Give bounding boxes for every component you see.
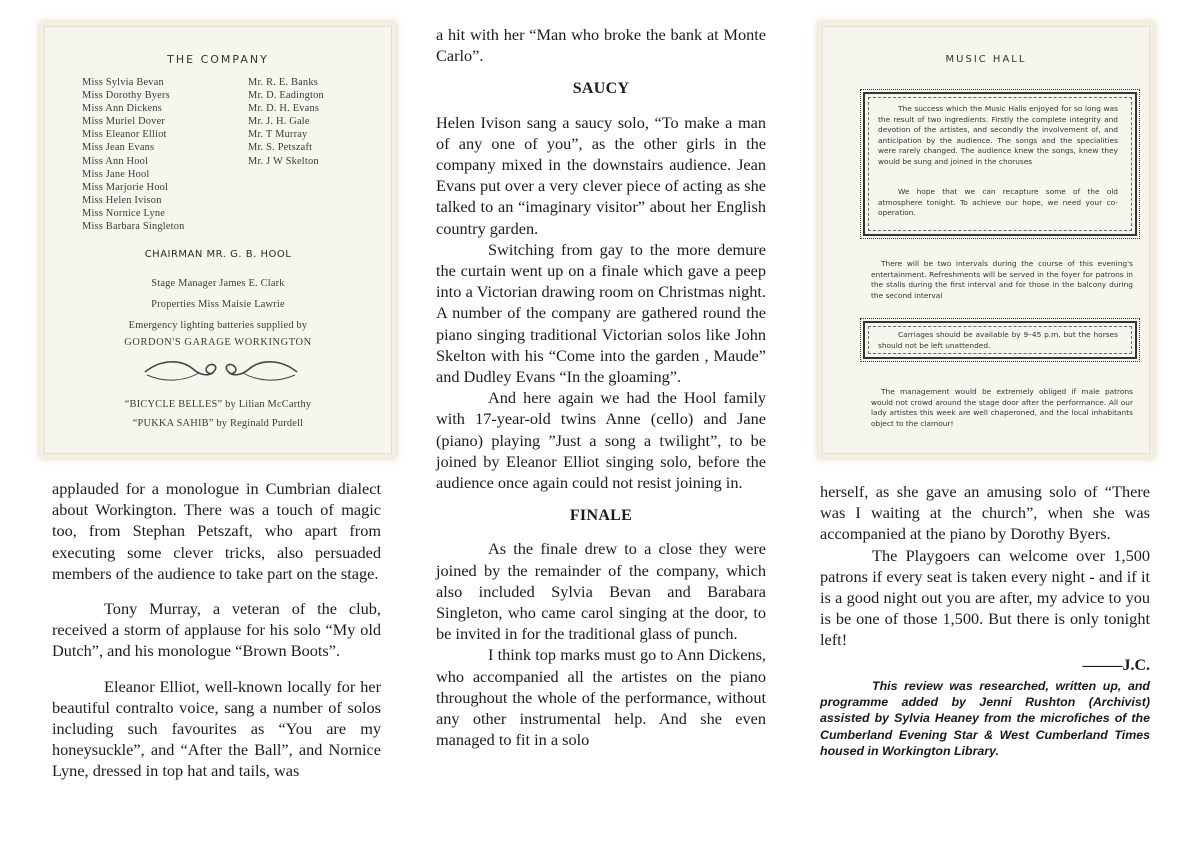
cast-member: Mr. T Murray xyxy=(248,129,308,141)
paragraph: Eleanor Elliot, well-known locally for her beautiful contralto voice, sang a number of solos including such favourites as “You are my honeysuckle”, and “After the Ball”, and Nornice Lyne, dressed in top hat and tails, was xyxy=(52,676,381,781)
cast-member: Miss Nornice Lyne xyxy=(82,207,166,219)
subheading-finale: FINALE xyxy=(569,507,633,525)
paragraph: herself, as she gave an amusing solo of “There was I waiting at the church”, when she was accompanied at the piano by Dorothy Byers. xyxy=(820,482,1150,544)
paragraph: Tony Murray, a veteran of the club, received a storm of applause for his solo “My old Dutch”, and his monologue “Brown Boots”. xyxy=(52,599,381,661)
cast-member: Miss Dorothy Byers xyxy=(82,90,170,102)
intro-paragraph-1: The success which the Music Halls enjoyed for so long was the result of two ingredients. Firstly the complete integrity and devotion of the artistes, and secondly the involvement of, and anticipation by the audience. The songs and the specialities were rarely changed. The audience knew the songs, knew they would be sung and joined in the choruses xyxy=(878,104,1118,166)
cast-member: Miss Helen Ivison xyxy=(82,194,162,206)
cast-member: Miss Jean Evans xyxy=(82,142,155,154)
company-heading: THE COMPANY xyxy=(167,53,269,66)
play-two-line: “PUKKA SAHIB” by Reginald Purdell xyxy=(132,418,304,429)
article-column-3 xyxy=(820,481,1150,676)
intervals-notice: There will be two intervals during the course of this evening's entertainment. Refreshments will be served in the foyer for patrons in the stalls during the first interval and for those in the balcony during the second interval xyxy=(871,259,1133,300)
paragraph: a hit with her “Man who broke the bank at Monte Carlo”. xyxy=(436,25,766,66)
cast-member: Mr. S. Petszaft xyxy=(248,142,313,154)
intro-paragraph-2: We hope that we can recapture some of the old atmosphere tonight. To achieve our hope, we need your co-operation. xyxy=(878,187,1118,218)
cast-member: Mr. D. H. Evans xyxy=(248,103,320,115)
cast-member: Mr. J. H. Gale xyxy=(248,116,310,128)
music-hall-programme-image xyxy=(822,26,1150,454)
properties-line: Properties Miss Maisie Lawrie xyxy=(151,299,285,310)
article-column-2 xyxy=(436,24,766,751)
cast-member: Miss Sylvia Bevan xyxy=(82,77,164,88)
ornament-flourish-icon xyxy=(141,357,301,387)
management-notice: The management would be extremely obliged if male patrons would not crowd around the stage door after the performance. All our lady artistes this week are well chaperoned, and the local inhabitants object to the clamour! xyxy=(871,387,1133,428)
ladies-cast-list xyxy=(82,76,185,233)
credit-note xyxy=(820,678,1150,759)
credit-text: This review was researched, written up, and programme added by Jenni Rushton (Archivist) assisted by Sylvia Heaney from the microfiches of the Cumberland Evening Star & West Cumberland Times housed in Workington Library. xyxy=(820,679,1150,758)
subheading-saucy: SAUCY xyxy=(572,80,630,98)
chairman-line: CHAIRMAN MR. G. B. HOOL xyxy=(144,249,292,260)
carriages-notice: Carriages should be available by 9–45 p.m. but the horses should not be left unattended. xyxy=(878,330,1118,350)
article-column-1 xyxy=(52,478,381,782)
cast-member: Miss Muriel Dover xyxy=(82,116,166,128)
gentlemen-cast-list xyxy=(248,76,324,168)
cast-member: Miss Marjorie Hool xyxy=(82,181,169,193)
cast-member: Mr. D. Eadington xyxy=(248,90,324,102)
cast-member: Miss Ann Hool xyxy=(82,155,149,167)
paragraph: Helen Ivison sang a saucy solo, “To make a man of any one of you”, as the other girls in the company mixed in the downstairs audience. Jean Evans put over a very clever piece of acting as she talked to an “imaginary visitor” about her English country garden. xyxy=(436,112,766,238)
paragraph: The Playgoers can welcome over 1,500 patrons if every seat is taken every night - and if it is a good night out you are after, my advice to you is be one of those 1,500. But there is only tonight left! xyxy=(820,545,1150,650)
play-one-line: “BICYCLE BELLES” by Lilian McCarthy xyxy=(124,399,312,410)
paragraph: And here again we had the Hool family with 17-year-old twins Anne (cello) and Jane (piano) playing ”Just a song a twilight”, to be joined by Eleanor Elliot singing solo, before the audience once again could not resist joining in. xyxy=(436,388,766,493)
paragraph: I think top marks must go to Ann Dickens, who accompanied all the artistes on the piano throughout the whole of the performance, without any other instrumental help. And she even managed to fit in a solo xyxy=(436,645,766,750)
company-programme-image xyxy=(44,26,392,454)
stage-manager-line: Stage Manager James E. Clark xyxy=(151,278,285,289)
paragraph: Switching from gay to the more demure the curtain went up on a finale which gave a peep into a Victorian drawing room on Christmas night. A number of the company are gathered round the piano singing traditional Victorian solos like John Skelton with his “Come into the garden , Maude” and Dudley Evans “In the gloaming”. xyxy=(436,239,766,387)
author-signature: –––––J.C. xyxy=(1082,656,1150,674)
cast-member: Miss Ann Dickens xyxy=(82,103,162,115)
garage-line: GORDON'S GARAGE WORKINGTON xyxy=(124,337,312,348)
cast-member: Miss Eleanor Elliot xyxy=(82,129,167,141)
paragraph: As the finale drew to a close they were joined by the remainder of the company, which also included Sylvia Bevan and Barabara Singleton, who came carol singing at the door, to be invited in for the traditional glass of punch. xyxy=(436,539,766,644)
emergency-lighting-line: Emergency lighting batteries supplied by xyxy=(128,320,308,331)
music-hall-heading: MUSIC HALL xyxy=(945,54,1027,65)
cast-member: Mr. J W Skelton xyxy=(248,155,319,167)
cast-member: Miss Jane Hool xyxy=(82,168,150,180)
cast-member: Mr. R. E. Banks xyxy=(248,77,318,88)
cast-member: Miss Barbara Singleton xyxy=(82,221,185,233)
paragraph: applauded for a monologue in Cumbrian dialect about Workington. There was a touch of magic too, from Stephan Petszaft, who apart from executing some clever tricks, also persuaded members of the audience to take part on the stage. xyxy=(52,479,381,583)
